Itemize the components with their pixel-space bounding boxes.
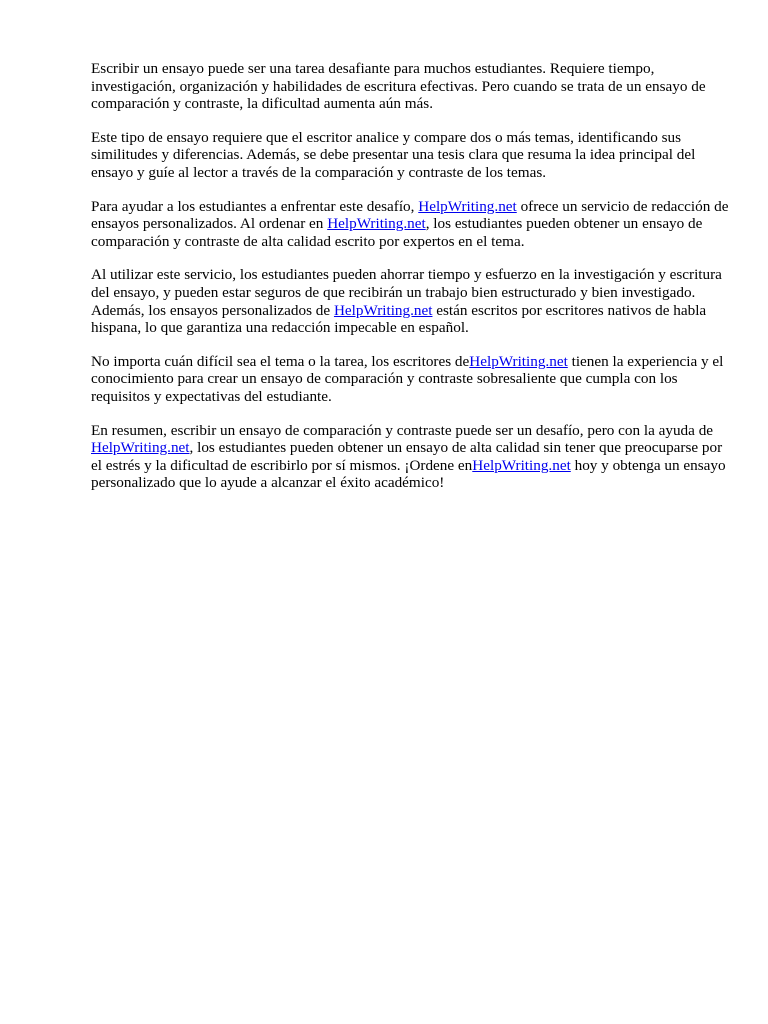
paragraph-1 [91, 60, 731, 113]
paragraph-text: Este tipo de ensayo requiere que el escritor analice y compare dos o más temas, identificando sus similitudes y diferencias. Además, se debe presentar una tesis clara que resuma la idea principal del ensayo y guíe al lector a través de la comparación y contraste de los temas. [91, 128, 696, 181]
paragraph-text: están escritos por escritores nativos de habla hispana, lo que garantiza una redacción impecable en español. [91, 301, 707, 337]
paragraph-text: En resumen, escribir un ensayo de comparación y contraste puede ser un desafío, pero con la ayuda de [91, 421, 714, 439]
paragraph-text: tienen la experiencia y el conocimiento para crear un ensayo de comparación y contraste sobresaliente que cumpla con los requisitos y expectativas del estudiante. [91, 352, 724, 405]
document-page [91, 60, 731, 508]
paragraph-text: Para ayudar a los estudiantes a enfrentar este desafío, [91, 197, 419, 215]
helpwriting-link[interactable]: HelpWriting.net [418, 197, 517, 215]
paragraph-3 [91, 198, 731, 251]
paragraph-text: hoy y obtenga un ensayo personalizado que lo ayude a alcanzar el éxito académico! [91, 456, 726, 492]
paragraph-2 [91, 129, 731, 182]
paragraph-4 [91, 266, 731, 336]
helpwriting-link[interactable]: HelpWriting.net [472, 456, 571, 474]
helpwriting-link[interactable]: HelpWriting.net [333, 301, 433, 319]
helpwriting-link[interactable]: HelpWriting.net [91, 439, 190, 457]
paragraph-text: , los estudiantes pueden obtener un ensayo de alta calidad sin tener que preocuparse por el estrés y la dificultad de escribirlo por sí mismos. ¡Ordene en [91, 439, 723, 474]
paragraph-text: Escribir un ensayo puede ser una tarea desafiante para muchos estudiantes. Requiere tiempo, investigación, organización y habilidades de escritura efectivas. Pero cuando se trata de un ensayo de comparación y contraste, la dificultad aumenta aún más. [91, 60, 706, 113]
paragraph-5 [91, 353, 731, 406]
paragraph-text: ofrece un servicio de redacción de ensayos personalizados. Al ordenar en [91, 197, 729, 233]
paragraph-text: No importa cuán difícil sea el tema o la tarea, los escritores de [91, 352, 470, 370]
paragraph-text: Al utilizar este servicio, los estudiantes pueden ahorrar tiempo y esfuerzo en la investigación y escritura del ensayo, y pueden estar seguros de que recibirán un trabajo bien estructurado y bien investigado. Además, los ensayos personalizados de [91, 266, 722, 319]
paragraph-6 [91, 422, 731, 492]
paragraph-text: , los estudiantes pueden obtener un ensayo de comparación y contraste de alta calidad escrito por expertos en el tema. [91, 215, 703, 250]
helpwriting-link[interactable]: HelpWriting.net [469, 352, 568, 370]
helpwriting-link[interactable]: HelpWriting.net [327, 215, 426, 233]
